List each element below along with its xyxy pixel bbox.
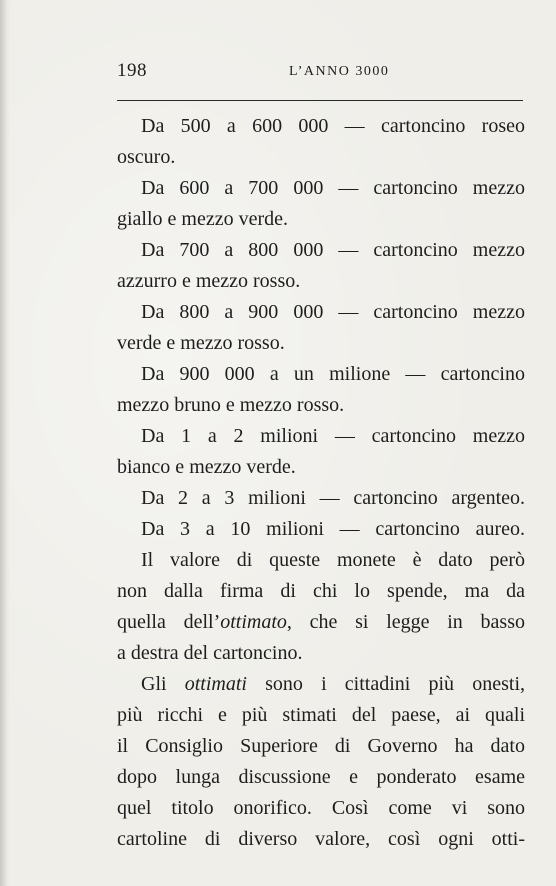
text-line: Il valore di queste monete è dato però <box>141 549 525 571</box>
text-line: Da 900 000 a un milione — cartoncino <box>141 363 525 385</box>
text-line: mezzo bruno e mezzo rosso. <box>117 394 345 416</box>
text-line <box>117 669 525 700</box>
text-line: oscuro. <box>117 146 176 168</box>
body-text <box>117 111 525 855</box>
text-line: cartoline di diverso valore, così ogni otti- <box>117 828 525 850</box>
text-line: Da 500 a 600 000 — cartoncino roseo <box>141 115 525 137</box>
text-run: quella dell’ <box>117 611 221 633</box>
text-line: più ricchi e più stimati del paese, ai quali <box>117 704 525 726</box>
italic-term: ottimati <box>184 673 247 695</box>
page-gutter-shadow <box>0 0 10 886</box>
text-line: quel titolo onorifico. Così come vi sono <box>117 797 525 819</box>
text-line: Da 700 a 800 000 — cartoncino mezzo <box>141 239 525 261</box>
page-number: 198 <box>117 60 147 81</box>
text-run: sono i cittadini più onesti, <box>246 673 525 695</box>
header-rule <box>117 100 523 101</box>
running-title: L’ANNO 3000 <box>289 64 390 79</box>
text-run: Gli <box>141 673 185 695</box>
text-line: il Consiglio Superiore di Governo ha dato <box>117 735 525 757</box>
text-run: , che si legge in basso <box>286 611 525 633</box>
text-line: giallo e mezzo verde. <box>117 208 289 230</box>
text-line: azzurro e mezzo rosso. <box>117 270 301 292</box>
italic-term: ottimato <box>220 611 287 633</box>
text-line: Da 3 a 10 milioni — cartoncino aureo. <box>141 518 525 540</box>
text-line: bianco e mezzo verde. <box>117 456 296 478</box>
text-line <box>117 607 525 638</box>
text-line: Da 800 a 900 000 — cartoncino mezzo <box>141 301 525 323</box>
text-line: Da 1 a 2 milioni — cartoncino mezzo <box>141 425 525 447</box>
text-line: non dalla firma di chi lo spende, ma da <box>117 580 525 602</box>
text-line: a destra del cartoncino. <box>117 642 303 664</box>
page-header <box>117 60 523 86</box>
text-line: dopo lunga discussione e ponderato esame <box>117 766 525 788</box>
text-line: verde e mezzo rosso. <box>117 332 285 354</box>
text-line: Da 600 a 700 000 — cartoncino mezzo <box>141 177 525 199</box>
text-line: Da 2 a 3 milioni — cartoncino argenteo. <box>141 487 525 509</box>
